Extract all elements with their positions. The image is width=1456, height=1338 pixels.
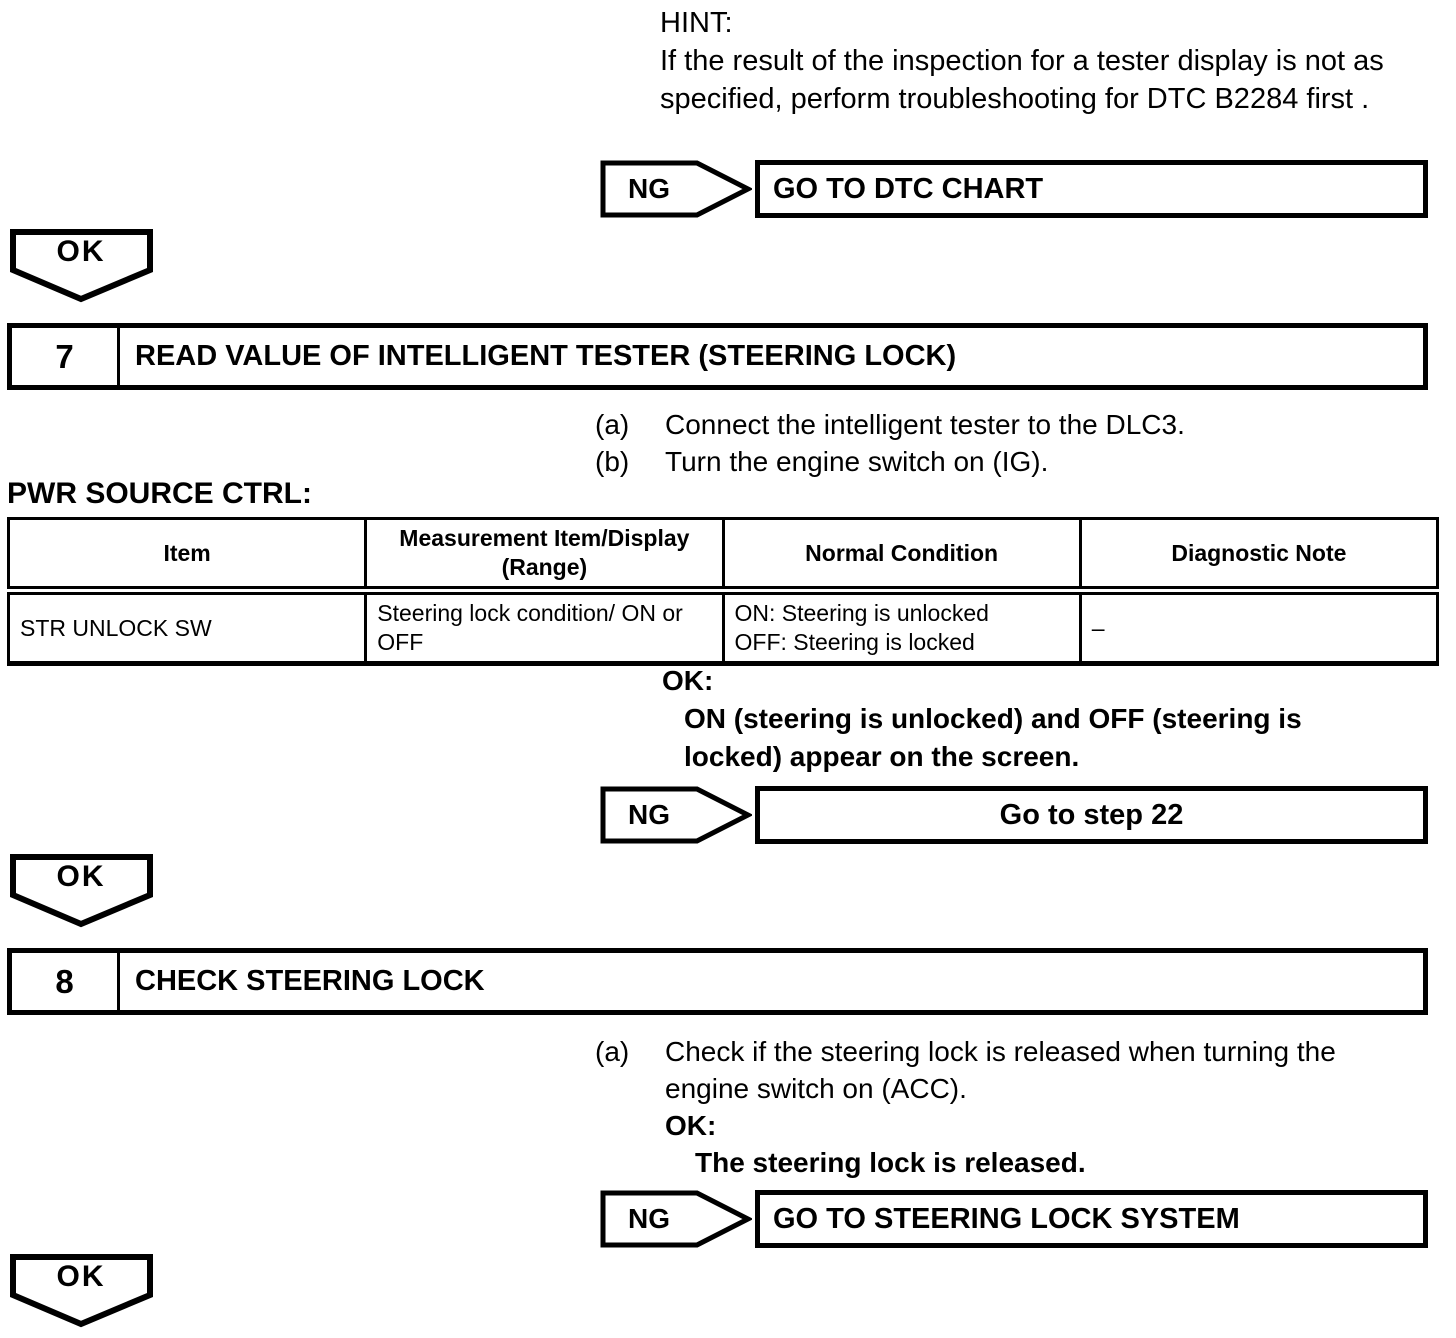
ok-label: OK [56,860,106,893]
hint-label: HINT: [660,7,733,39]
step-header-8 [7,948,1428,1015]
hint-text-line: If the result of the inspection for a tester display is not as [660,45,1384,77]
step-title: READ VALUE OF INTELLIGENT TESTER (STEERING LOCK) [135,340,957,372]
substep-text [665,1033,1336,1181]
action-box-go-to-steering-lock-system [755,1190,1428,1248]
column-header-diagnostic-note: Diagnostic Note [1080,519,1437,591]
step-number: 8 [12,953,120,1010]
hint-text-line: specified, perform troubleshooting for DTC B2284 first . [660,83,1370,115]
substep-text-line: engine switch on (ACC). [665,1073,967,1104]
normal-condition-line: ON: Steering is unlocked [734,600,989,626]
ok-connector-1 [10,229,154,303]
ng-label: NG [628,799,670,830]
cell-item: STR UNLOCK SW [9,591,366,664]
ok-label: OK [56,1260,106,1293]
hint-block [660,4,1384,118]
substep-a [595,1033,1336,1181]
step-8-substeps [595,1033,1336,1181]
ng-label: NG [628,173,670,204]
ok-note-line: locked) appear on the screen. [684,741,1080,772]
ng-arrow-shape [600,786,752,844]
action-label: Go to step 22 [999,798,1184,831]
cell-diagnostic-note: – [1080,591,1437,664]
ok-note-line: ON (steering is unlocked) and OFF (steering is [684,703,1302,734]
ok-note-label: OK: [662,665,714,696]
substep-text-line: Check if the steering lock is released when turning the [665,1036,1336,1067]
column-header-measurement: Measurement Item/Display (Range) [366,519,723,591]
action-label: GO TO DTC CHART [773,172,1044,205]
ok-connector-2 [10,854,154,928]
step-number: 7 [12,328,120,385]
substep-text: Turn the engine switch on (IG). [665,446,1049,477]
action-label: GO TO STEERING LOCK SYSTEM [773,1202,1240,1235]
data-table [7,517,1439,666]
action-box-go-to-step-22 [755,786,1428,844]
substep-a [595,406,1185,443]
cell-normal-condition [723,591,1080,664]
ok-result-note-step-7 [662,662,1302,776]
ok-note-line: The steering lock is released. [695,1147,1086,1178]
step-header-7 [7,323,1428,390]
ng-arrow-shape [600,160,752,218]
normal-condition-line: OFF: Steering is locked [734,629,975,655]
step-7-substeps [595,406,1185,480]
column-header-normal-condition: Normal Condition [723,519,1080,591]
step-title: CHECK STEERING LOCK [135,965,485,997]
ng-label: NG [628,1203,670,1234]
substep-b [595,443,1185,480]
action-box-go-to-dtc-chart [755,160,1428,218]
table-caption: PWR SOURCE CTRL: [7,477,312,510]
ok-note-label: OK: [665,1110,717,1141]
substep-marker: (b) [595,446,630,477]
ok-connector-3 [10,1254,154,1328]
column-header-item: Item [9,519,366,591]
ok-label: OK [56,235,106,268]
substep-marker: (a) [595,1036,630,1067]
table-header-row [9,519,1438,591]
ng-arrow-shape [600,1190,752,1248]
cell-measurement: Steering lock condition/ ON or OFF [366,591,723,664]
substep-text: Connect the intelligent tester to the DLC3. [665,409,1185,440]
substep-marker: (a) [595,409,630,440]
table-row [9,591,1438,664]
